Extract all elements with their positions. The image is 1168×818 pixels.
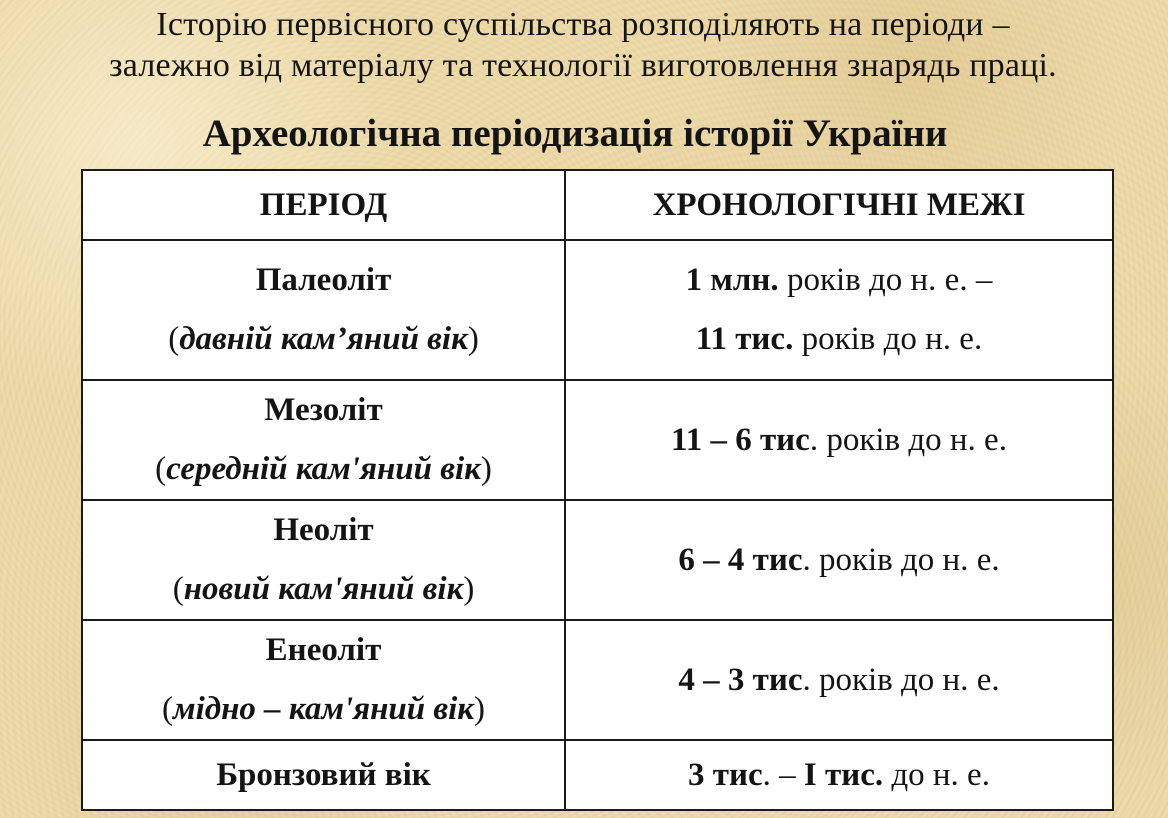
period-description: (давній кам’яний вік) (168, 321, 479, 357)
table-row (82, 500, 1113, 620)
chronology-cell: 3 тис. – І тис. до н. е. (565, 740, 1113, 810)
chronology-cell: 6 – 4 тис. років до н. е. (565, 500, 1113, 620)
period-description: (середній кам'яний вік) (155, 451, 492, 487)
period-name: Палеоліт (255, 262, 392, 298)
table-row (82, 240, 1113, 380)
period-name: Неоліт (273, 512, 374, 548)
intro-line-2: залежно від матеріалу та технології виготовлення знарядь праці. (109, 47, 1057, 84)
period-name: Енеоліт (265, 632, 382, 668)
chronology-cell: 11 – 6 тис. років до н. е. (565, 380, 1113, 500)
header-period: ПЕРІОД (82, 170, 565, 240)
chronology-line-2: 11 тис. років до н. е. (695, 321, 983, 357)
period-cell (82, 380, 565, 500)
period-name: Мезоліт (264, 392, 383, 428)
periodization-table (81, 169, 1114, 811)
chronology-cell (565, 240, 1113, 380)
period-cell (82, 500, 565, 620)
header-chronology: ХРОНОЛОГІЧНІ МЕЖІ (565, 170, 1113, 240)
period-cell (82, 740, 565, 810)
intro-line-1: Історію первісного суспільства розподіляють на періоди – (156, 6, 1010, 43)
chronology-line-1: 1 млн. років до н. е. – (685, 262, 993, 298)
intro-text (18, 4, 1148, 86)
period-description: (мідно – кам'яний вік) (161, 691, 486, 727)
table-row (82, 740, 1113, 810)
period-cell (82, 620, 565, 740)
table-row (82, 620, 1113, 740)
table-row (82, 380, 1113, 500)
table-header-row (82, 170, 1113, 240)
period-description: (новий кам'яний вік) (172, 571, 475, 607)
page-title: Археологічна періодизація історії України (202, 112, 948, 155)
chronology-cell: 4 – 3 тис. років до н. е. (565, 620, 1113, 740)
period-name: Бронзовий вік (216, 756, 431, 793)
period-cell (82, 240, 565, 380)
